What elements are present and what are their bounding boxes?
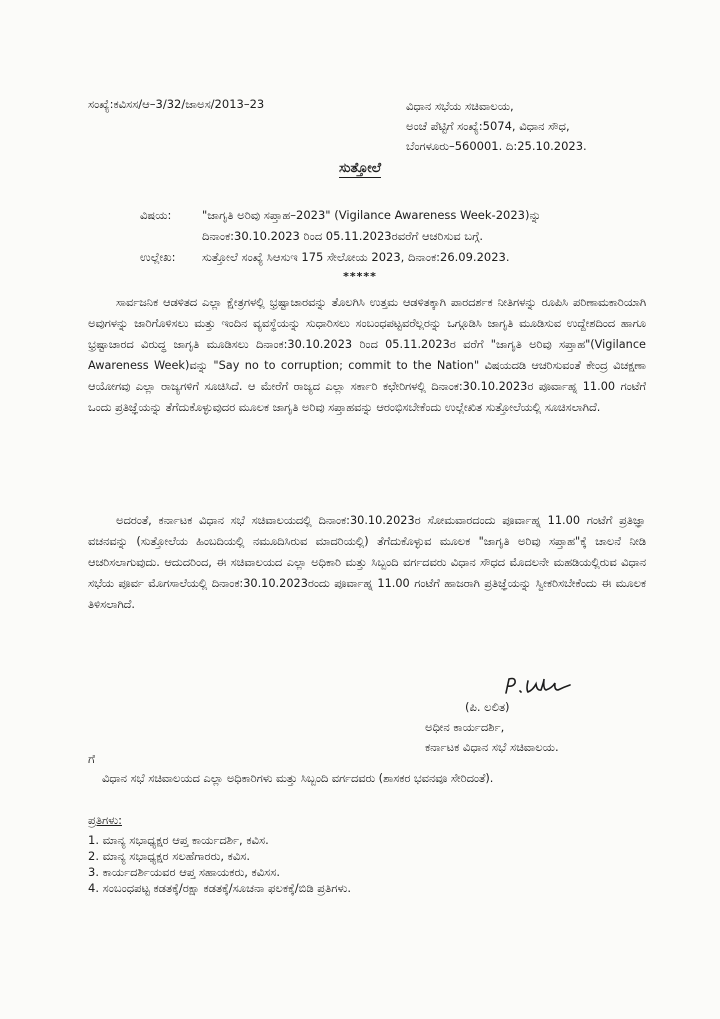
copies-heading: ಪ್ರತಿಗಳು: bbox=[88, 813, 122, 827]
signatory-office: ಕರ್ನಾಟಕ ವಿಧಾನ ಸಭೆ ಸಚಿವಾಲಯ. bbox=[425, 740, 559, 754]
subject-block bbox=[140, 205, 541, 268]
to-label: ಗೆ bbox=[88, 752, 95, 766]
reference-number: ಸಂಖ್ಯೆ:ಕವಿಸಸ/ಆ–3/32/ಜಾಅಸ/2013–23 bbox=[88, 97, 265, 111]
office-address bbox=[406, 96, 587, 156]
handwritten-signature bbox=[500, 675, 665, 697]
copy-item-3: 3. ಕಾರ್ಯದರ್ಶಿಯವರ ಆಪ್ತ ಸಹಾಯಕರು, ಕವಿಸಸ. bbox=[88, 865, 280, 879]
copy-item-4: 4. ಸಂಬಂಧಪಟ್ಟ ಕಡತಕ್ಕೆ/ರಕ್ಷಾ ಕಡತಕ್ಕೆ/ಸೂಚನಾ ಫಲಕಕ್ಕೆ/ಬಿಡಿ ಪ್ರತಿಗಳು. bbox=[88, 881, 352, 895]
document-title: ಸುತ್ತೋಲೆ bbox=[338, 160, 382, 176]
copy-item-2: 2. ಮಾನ್ಯ ಸಭಾಧ್ಯಕ್ಷರ ಸಲಹೆಗಾರರು, ಕವಿಸ. bbox=[88, 849, 251, 863]
office-line-1: ವಿಧಾನ ಸಭೆಯ ಸಚಿವಾಲಯ, bbox=[406, 99, 514, 113]
signatory-designation: ಅಧೀನ ಕಾರ್ಯದರ್ಶಿ, bbox=[425, 720, 505, 734]
copy-item-1: 1. ಮಾನ್ಯ ಸಭಾಧ್ಯಕ್ಷರ ಆಪ್ತ ಕಾರ್ಯದರ್ಶಿ, ಕವಿಸ. bbox=[88, 833, 269, 847]
signatory-name: (ಪಿ. ಲಲಿತ) bbox=[465, 700, 510, 714]
copies-list bbox=[88, 832, 351, 896]
recipients-text bbox=[88, 770, 648, 788]
office-line-3: ಬೆಂಗಳೂರು–560001. ದಿ:25.10.2023. bbox=[406, 139, 587, 153]
reference-label: ಉಲ್ಲೇಖ: bbox=[140, 250, 176, 264]
subject-label: ವಿಷಯ: bbox=[140, 208, 172, 222]
body-paragraph-2: ಅದರಂತೆ, ಕರ್ನಾಟಕ ವಿಧಾನ ಸಭೆ ಸಚಿವಾಲಯದಲ್ಲಿ ದಿನಾಂಕ:30.10.2023ರ ಸೋಮವಾರದಂದು ಪೂರ್ವಾಹ್ನ 11.00 ಗಂಟೆಗೆ ಪ್ರತಿಜ್ಞಾ ವಚನವನ್ನು (ಸುತ್ತೋಲೆಯ ಹಿಂಬದಿಯಲ್ಲಿ ನಮೂದಿಸಿರುವ ಮಾದರಿಯಲ್ಲಿ) ತೆಗೆದುಕೊಳ್ಳುವ ಮೂಲಕ "ಜಾಗೃತಿ ಅರಿವು ಸಪ್ತಾಹ"ಕ್ಕೆ ಚಾಲನೆ ನೀಡಿ ಆಚರಿಸಲಾಗುವುದು. ಆದುದರಿಂದ, ಈ ಸಚಿವಾಲಯದ ಎಲ್ಲಾ ಅಧಿಕಾರಿ ಮತ್ತು ಸಿಬ್ಬಂದಿ ವರ್ಗದವರು ವಿಧಾನ ಸೌಧದ ಮೊದಲನೇ ಮಹಡಿಯಲ್ಲಿರುವ ವಿಧಾನ ಸಭೆಯ ಪೂರ್ವ ಮೊಗಸಾಲೆಯಲ್ಲಿ ದಿನಾಂಕ:30.10.2023ರಂದು ಪೂರ್ವಾಹ್ನ 11.00 ಗಂಟೆಗೆ ಹಾಜರಾಗಿ ಪ್ರತಿಜ್ಞೆಯನ್ನು ಸ್ವೀಕರಿಸಬೇಕೆಂದು ಈ ಮೂಲಕ ತಿಳಿಸಲಾಗಿದೆ. bbox=[88, 514, 646, 611]
body-paragraph-1: ಸಾರ್ವಜನಿಕ ಆಡಳಿತದ ಎಲ್ಲಾ ಕ್ಷೇತ್ರಗಳಲ್ಲಿ ಭ್ರಷ್ಟಾಚಾರವನ್ನು ತೊಲಗಿಸಿ ಉತ್ತಮ ಆಡಳಿತಕ್ಕಾಗಿ ಪಾರದರ್ಶಕ ನೀತಿಗಳನ್ನು ರೂಪಿಸಿ ಪರಿಣಾಮಕಾರಿಯಾಗಿ ಅವುಗಳನ್ನು ಜಾರಿಗೊಳಿಸಲು ಮತ್ತು ಇಂದಿನ ವ್ಯವಸ್ಥೆಯನ್ನು ಸುಧಾರಿಸಲು ಸಂಬಂಧಪಟ್ಟವರೆಲ್ಲರನ್ನು ಒಗ್ಗೂಡಿಸಿ ಜಾಗೃತಿ ಮೂಡಿಸುವ ಉದ್ದೇಶದಿಂದ ಹಾಗೂ ಭ್ರಷ್ಟಾಚಾರದ ವಿರುದ್ಧ ಜಾಗೃತಿ ಮೂಡಿಸಲು ದಿನಾಂಕ:30.10.2023 ರಿಂದ 05.11.2023ರ ವರೆಗೆ "ಜಾಗೃತಿ ಅರಿವು ಸಪ್ತಾಹ"(Vigilance Awareness Week)ವನ್ನು "Say no to corruption; commit to the Nation" ವಿಷಯದಡಿ ಆಚರಿಸುವಂತೆ ಕೇಂದ್ರ ವಿಚಕ್ಷಣಾ ಆಯೋಗವು ಎಲ್ಲಾ ರಾಜ್ಯಗಳಿಗೆ ಸೂಚಿಸಿದೆ. ಆ ಮೇರೆಗೆ ರಾಜ್ಯದ ಎಲ್ಲಾ ಸರ್ಕಾರಿ ಕಛೇರಿಗಳಲ್ಲಿ ದಿನಾಂಕ:30.10.2023ರ ಪೂರ್ವಾಹ್ನ 11.00 ಗಂಟೆಗೆ ಒಂದು ಪ್ರತಿಜ್ಞೆಯನ್ನು ತೆಗೆದುಕೊಳ್ಳುವುದರ ಮೂಲಕ ಜಾಗೃತಿ ಅರಿವು ಸಪ್ತಾಹವನ್ನು ಆರಂಭಿಸಬೇಕೆಂದು ಉಲ್ಲೇಖಿತ ಸುತ್ತೋಲೆಯಲ್ಲಿ ಸೂಚಿಸಲಾಗಿದೆ. bbox=[88, 296, 646, 414]
document-title-wrap bbox=[0, 160, 720, 176]
subject-line-2: ದಿನಾಂಕ:30.10.2023 ರಿಂದ 05.11.2023ರವರೆಗೆ ಆಚರಿಸುವ ಬಗ್ಗೆ. bbox=[202, 229, 484, 243]
subject-line-1: "ಜಾಗೃತಿ ಅರಿವು ಸಪ್ತಾಹ–2023" (Vigilance Awareness Week-2023)ನ್ನು bbox=[202, 208, 542, 222]
reference-text: ಸುತ್ತೋಲೆ ಸಂಖ್ಯೆ ಸಿಆಸುಇ 175 ಸೇಲೋಯ 2023, ದಿನಾಂಕ:26.09.2023. bbox=[202, 250, 510, 264]
office-line-2: ಅಂಚೆ ಪೆಟ್ಟಿಗೆ ಸಂಖ್ಯೆ:5074, ವಿಧಾನ ಸೌಧ, bbox=[406, 119, 570, 133]
signature-block bbox=[425, 675, 665, 757]
separator: ***** bbox=[343, 270, 377, 283]
recipients-line: ವಿಧಾನ ಸಭೆ ಸಚಿವಾಲಯದ ಎಲ್ಲಾ ಅಧಿಕಾರಿಗಳು ಮತ್ತು ಸಿಬ್ಬಂದಿ ವರ್ಗದವರು (ಶಾಸಕರ ಭವನವೂ ಸೇರಿದಂತೆ). bbox=[102, 772, 494, 785]
copies-block bbox=[88, 812, 351, 896]
